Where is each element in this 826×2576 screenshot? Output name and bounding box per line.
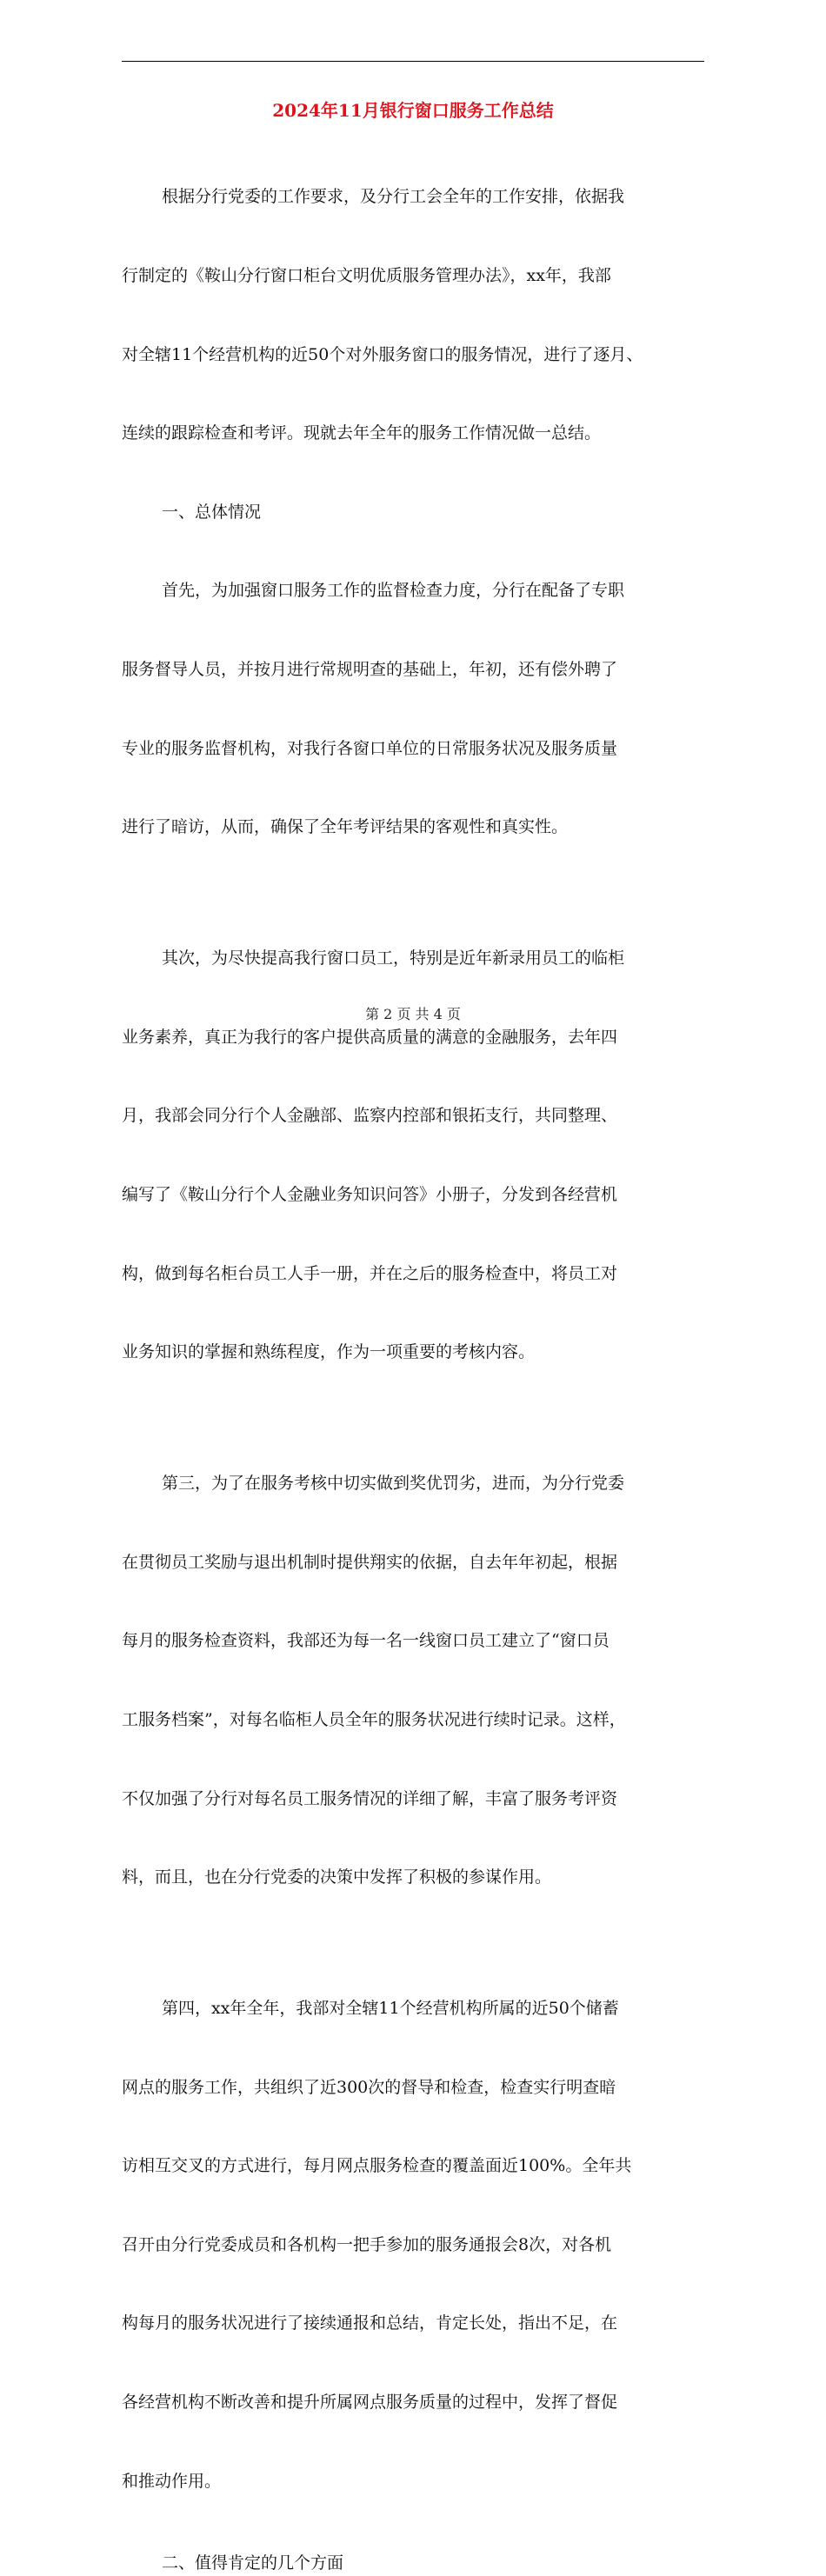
text-line: 和推动作用。 (122, 2471, 222, 2491)
text-line: 在贯彻员工奖励与退出机制时提供翔实的依据，自去年年初起，根据 (122, 1552, 618, 1572)
text-line: 专业的服务监督机构，对我行各窗口单位的日常服务状况及服务质量 (122, 738, 618, 758)
text-line: 对全辖11个经营机构的近50个对外服务窗口的服务情况，进行了逐月、 (122, 344, 643, 364)
paragraph-third (122, 1418, 722, 1943)
document-title: 2024年11月银行窗口服务工作总结 (272, 100, 554, 121)
paragraph-first (122, 525, 722, 893)
text-line: 构，做到每名柜台员工人手一册，并在之后的服务检查中，将员工对 (122, 1263, 618, 1283)
intro-paragraph (122, 131, 722, 499)
text-line: 每月的服务检查资料，我部还为每一名一线窗口员工建立了“窗口员 (122, 1631, 610, 1651)
text-line: 不仅加强了分行对每名员工服务情况的详细了解，丰富了服务考评资 (122, 1788, 618, 1808)
text-line: 月，我部会同分行个人金融部、监察内控部和银拓支行，共同整理、 (122, 1106, 618, 1126)
document-body (122, 131, 722, 2576)
text-line: 构每月的服务状况进行了接续通报和总结，肯定长处，指出不足，在 (122, 2313, 618, 2333)
text-line: 连续的跟踪检查和考评。现就去年全年的服务工作情况做一总结。 (122, 423, 602, 443)
text-line: 首先，为加强窗口服务工作的监督检查力度，分行在配备了专职 (162, 581, 625, 601)
text-line: 业务素养，真正为我行的客户提供高质量的满意的金融服务，去年四 (122, 1027, 618, 1047)
paragraph-fourth (122, 1943, 722, 2547)
header-rule (122, 61, 704, 62)
text-line: 第四，xx年全年，我部对全辖11个经营机构所属的近50个储蓄 (162, 1999, 619, 2019)
section-heading-highlights: 二、值得肯定的几个方面 (162, 2553, 344, 2573)
text-line: 各经营机构不断改善和提升所属网点服务质量的过程中，发挥了督促 (122, 2393, 618, 2413)
text-line: 编写了《鞍山分行个人金融业务知识问答》小册子，分发到各经营机 (122, 1184, 618, 1204)
text-line: 访相互交叉的方式进行，每月网点服务检查的覆盖面近100%。全年共 (122, 2156, 632, 2176)
text-line: 工服务档案”，对每名临柜人员全年的服务状况进行续时记录。这样， (122, 1709, 626, 1729)
section-heading-overview: 一、总体情况 (162, 502, 262, 522)
text-line: 其次，为尽快提高我行窗口员工，特别是近年新录用员工的临柜 (162, 949, 625, 968)
text-line: 召开由分行党委成员和各机构一把手参加的服务通报会8次，对各机 (122, 2234, 612, 2254)
text-line: 根据分行党委的工作要求，及分行工会全年的工作安排，依据我 (162, 187, 625, 207)
text-line: 进行了暗访，从而，确保了全年考评结果的客观性和真实性。 (122, 817, 569, 837)
text-line: 料，而且，也在分行党委的决策中发挥了积极的参谋作用。 (122, 1867, 552, 1887)
text-line: 业务知识的掌握和熟练程度，作为一项重要的考核内容。 (122, 1342, 536, 1362)
text-line: 行制定的《鞍山分行窗口柜台文明优质服务管理办法》，xx年，我部 (122, 266, 611, 285)
paragraph-second (122, 893, 722, 1418)
text-line: 网点的服务工作，共组织了近300次的督导和检查，检查实行明查暗 (122, 2077, 616, 2097)
text-line: 第三，为了在服务考核中切实做到奖优罚劣，进而，为分行党委 (162, 1474, 625, 1494)
page-number: 第 2 页 共 4 页 (365, 1006, 461, 1022)
text-line: 服务督导人员，并按月进行常规明查的基础上，年初，还有偿外聘了 (122, 659, 618, 679)
